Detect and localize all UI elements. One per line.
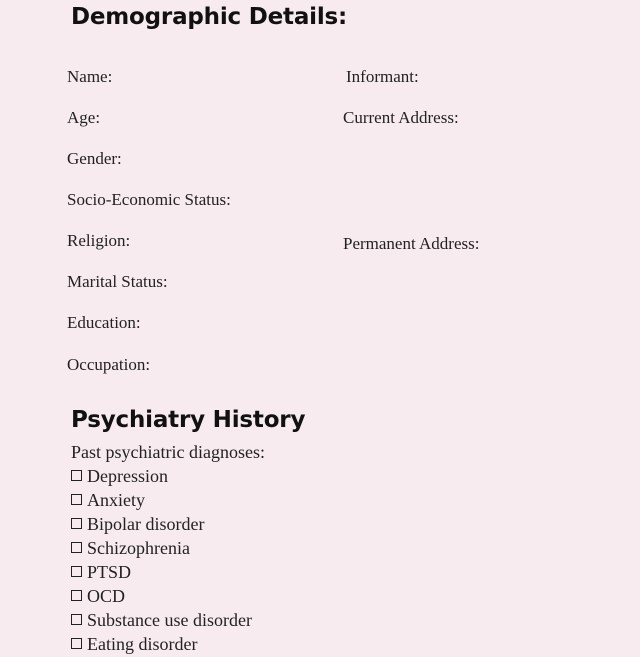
diagnosis-label: Anxiety — [87, 490, 145, 510]
diagnosis-option[interactable] — [71, 585, 265, 609]
checkbox-icon[interactable] — [71, 470, 82, 481]
diagnosis-label: OCD — [87, 586, 126, 606]
marital-status-label: Marital Status: — [67, 272, 168, 291]
checkbox-icon[interactable] — [71, 590, 82, 601]
checkbox-icon[interactable] — [71, 542, 82, 553]
diagnosis-label: Bipolar disorder — [87, 514, 205, 534]
socio-economic-status-label: Socio-Economic Status: — [67, 190, 231, 209]
gender-label: Gender: — [67, 149, 122, 168]
psychiatric-diagnoses-section — [71, 441, 265, 657]
diagnosis-option[interactable] — [71, 513, 265, 537]
checkbox-icon[interactable] — [71, 566, 82, 577]
diagnosis-label: Schizophrenia — [87, 538, 190, 558]
demographic-details-heading: Demographic Details: — [71, 4, 348, 30]
occupation-label: Occupation: — [67, 355, 151, 374]
diagnosis-label: Depression — [87, 466, 168, 486]
checkbox-icon[interactable] — [71, 518, 82, 529]
religion-label: Religion: — [67, 231, 131, 250]
education-label: Education: — [67, 313, 141, 332]
past-diagnoses-prompt: Past psychiatric diagnoses: — [71, 442, 265, 462]
diagnosis-option[interactable] — [71, 633, 265, 657]
diagnosis-label: Eating disorder — [87, 634, 198, 654]
diagnosis-option[interactable] — [71, 465, 265, 489]
diagnosis-option[interactable] — [71, 537, 265, 561]
age-label: Age: — [67, 108, 101, 127]
checkbox-icon[interactable] — [71, 614, 82, 625]
informant-label: Informant: — [346, 67, 419, 86]
diagnosis-option[interactable] — [71, 609, 265, 633]
psychiatry-history-heading: Psychiatry History — [71, 407, 306, 433]
diagnosis-label: PTSD — [87, 562, 132, 582]
diagnosis-option[interactable] — [71, 489, 265, 513]
current-address-label: Current Address: — [343, 108, 459, 127]
diagnosis-option[interactable] — [71, 561, 265, 585]
name-label: Name: — [67, 67, 113, 86]
permanent-address-label: Permanent Address: — [343, 234, 480, 253]
checkbox-icon[interactable] — [71, 494, 82, 505]
diagnosis-label: Substance use disorder — [87, 610, 252, 630]
